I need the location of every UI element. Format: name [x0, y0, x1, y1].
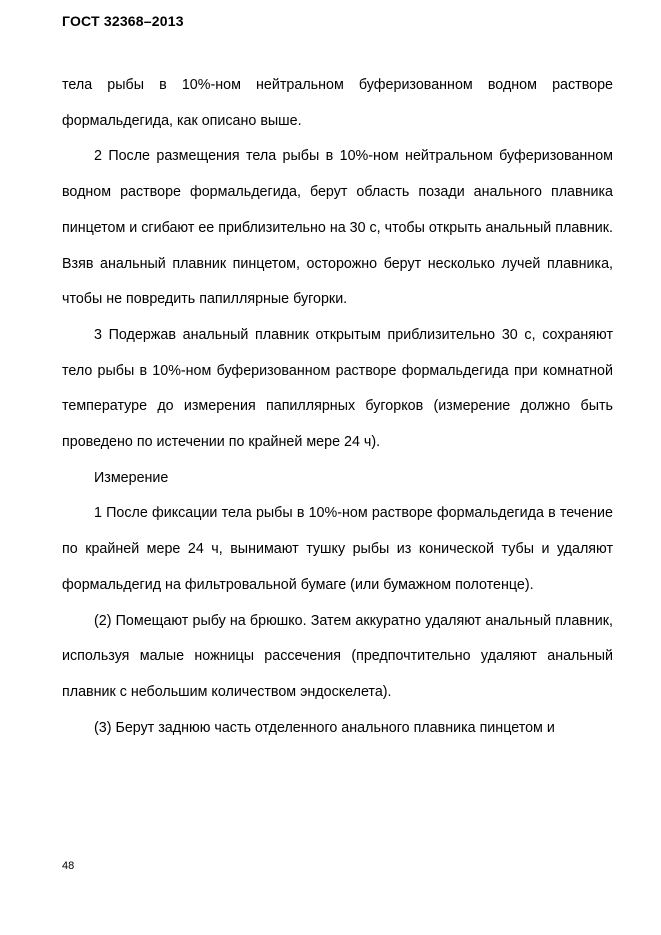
document-header: ГОСТ 32368–2013 — [62, 13, 184, 29]
paragraph-measurement-2: (2) Помещают рыбу на брюшко. Затем аккуратно удаляют анальный плавник, используя малые ножницы рассечения (предпочтительно удаляют анальный плавник с небольшим количеством эндоскелета). — [62, 612, 613, 700]
paragraph-measurement-1: 1 После фиксации тела рыбы в 10%-ном растворе формальдегида в течение по крайней мере 24 ч, вынимают тушку рыбы из конической тубы и удаляют формальдегид на фильтровальной бумаге (или бумажном полотенце). — [62, 505, 613, 593]
page-number: 48 — [62, 860, 75, 872]
paragraph-continuation: тела рыбы в 10%-ном нейтральном буферизованном водном растворе формальдегида, как описано выше. — [62, 77, 613, 129]
section-heading-measurement: Измерение — [94, 469, 169, 486]
paragraph-step-3: 3 Подержав анальный плавник открытым приблизительно 30 с, сохраняют тело рыбы в 10%-ном буферизованном растворе формальдегида при комнатной температуре до измерения папиллярных бугорков (измерение должно быть проведено по истечении по крайней мере 24 ч). — [62, 326, 613, 451]
paragraph-step-2: 2 После размещения тела рыбы в 10%-ном нейтральном буферизованном водном растворе формальдегида, берут область позади анального плавника пинцетом и сгибают ее приблизительно на 30 с, чтобы открыть анальный плавник. Взяв анальный плавник пинцетом, осторожно берут несколько лучей плавника, чтобы не повредить папиллярные бугорки. — [62, 148, 613, 308]
paragraph-measurement-3: (3) Берут заднюю часть отделенного анального плавника пинцетом и — [94, 719, 555, 736]
document-body — [62, 68, 613, 746]
